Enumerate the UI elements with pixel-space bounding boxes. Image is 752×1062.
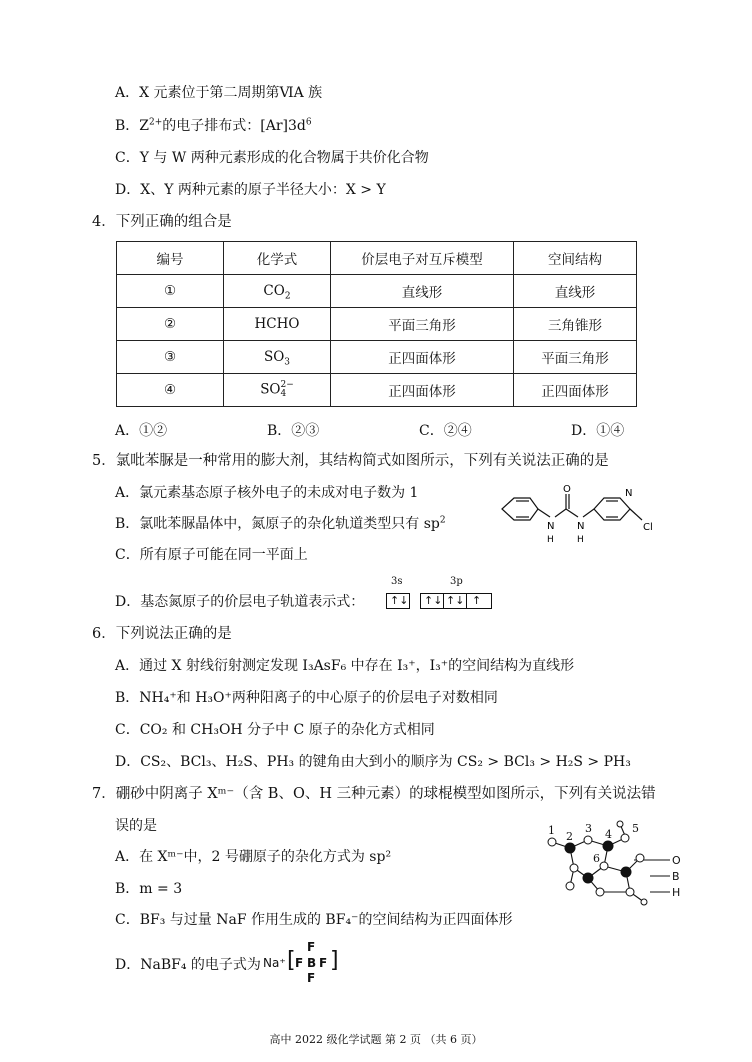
formula: SO bbox=[263, 349, 285, 365]
q7-stem-1: 7．硼砂中阴离子 Xᵐ⁻（含 B、O、H 三种元素）的球棍模型如图所示，下列有关说法错 bbox=[92, 786, 656, 802]
legend-h: H bbox=[672, 886, 681, 899]
table-cell: ③ bbox=[117, 341, 224, 374]
e-b-center: B bbox=[307, 956, 317, 970]
q3-b-sup: 2+ bbox=[149, 117, 163, 128]
formula: HCHO bbox=[254, 316, 300, 332]
e-f-bottom: F bbox=[307, 971, 316, 985]
table-cell: ② bbox=[117, 308, 224, 341]
table-cell: 平面三角形 bbox=[331, 308, 514, 341]
table-cell: ① bbox=[117, 275, 224, 308]
table-row bbox=[117, 374, 637, 407]
q3-option-c: C．Y 与 W 两种元素形成的化合物属于共价化合物 bbox=[115, 150, 429, 166]
e-f-left: F bbox=[295, 956, 304, 970]
q7-option-d: D．NaBF₄ 的电子式为 bbox=[115, 957, 261, 973]
table-cell bbox=[224, 341, 331, 374]
formula: SO bbox=[260, 381, 281, 398]
mol-h-2: H bbox=[577, 535, 584, 545]
legend-o: O bbox=[672, 854, 681, 867]
table-header-row bbox=[117, 242, 637, 275]
q7-option-c: C．BF₃ 与过量 NaF 作用生成的 BF₄⁻的空间结构为正四面体形 bbox=[115, 912, 513, 928]
orbital-box-3p: ↑↓ ↑↓ ↑ bbox=[420, 593, 492, 609]
q6-option-d: D．CS₂、BCl₃、H₂S、PH₃ 的键角由大到小的顺序为 CS₂ > BCl₃ > H₂S > PH₃ bbox=[115, 754, 631, 770]
q4-option-c: C．②④ bbox=[419, 423, 472, 439]
q6-option-a: A．通过 X 射线衍射测定发现 I₃AsF₆ 中存在 I₃⁺，I₃⁺的空间结构为直线形 bbox=[115, 658, 575, 674]
q4-table bbox=[116, 241, 637, 407]
formula-sub: 2 bbox=[284, 291, 291, 302]
formula-sub: 3 bbox=[284, 357, 291, 368]
q5-option-c: C．所有原子可能在同一平面上 bbox=[115, 547, 308, 563]
table-cell: 正四面体形 bbox=[331, 374, 514, 407]
q4-option-b: B．②③ bbox=[267, 423, 320, 439]
q5-molecule-structure bbox=[480, 464, 670, 554]
q6-option-c: C．CO₂ 和 CH₃OH 分子中 C 原子的杂化方式相同 bbox=[115, 722, 435, 738]
table-cell: 直线形 bbox=[514, 275, 637, 308]
q3-option-b bbox=[115, 117, 312, 135]
table-cell bbox=[224, 308, 331, 341]
q5-b-text: B．氯吡苯脲晶体中，氮原子的杂化轨道类型只有 sp bbox=[115, 516, 440, 532]
atom-label-4: 4 bbox=[605, 828, 612, 841]
table-row bbox=[117, 341, 637, 374]
table-cell: 直线形 bbox=[331, 275, 514, 308]
q3-b-post: 的电子排布式：[Ar]3d bbox=[162, 118, 306, 134]
q5-option-d: D．基态氮原子的价层电子轨道表示式： bbox=[115, 594, 365, 610]
q3-b-pre: B．Z bbox=[115, 118, 150, 134]
atom-label-3: 3 bbox=[585, 822, 592, 835]
orbital-box-3s: ↑↓ bbox=[386, 593, 410, 609]
table-cell bbox=[224, 374, 331, 407]
orbital-3p-label: 3p bbox=[450, 576, 463, 587]
q6-stem: 6．下列说法正确的是 bbox=[92, 626, 232, 642]
q3-option-a: A．X 元素位于第二周期第ⅥA 族 bbox=[115, 85, 323, 101]
mol-nh-2: N bbox=[577, 521, 585, 532]
table-cell: 正四面体形 bbox=[331, 341, 514, 374]
q5-stem: 5．氯吡苯脲是一种常用的膨大剂，其结构简式如图所示，下列有关说法正确的是 bbox=[92, 453, 609, 469]
table-cell: 三角锥形 bbox=[514, 308, 637, 341]
atom-label-1: 1 bbox=[548, 824, 555, 837]
q5-option-b bbox=[115, 515, 446, 533]
table-header: 空间结构 bbox=[514, 242, 637, 275]
q6-option-b: B．NH₄⁺和 H₃O⁺两种阳离子的中心原子的价层电子对数相同 bbox=[115, 690, 498, 706]
table-header: 价层电子对互斥模型 bbox=[331, 242, 514, 275]
table-header: 编号 bbox=[117, 242, 224, 275]
e-f-top: F bbox=[307, 940, 316, 954]
table-row bbox=[117, 275, 637, 308]
q4-option-d: D．①④ bbox=[571, 423, 625, 439]
legend-b: B bbox=[672, 870, 680, 883]
na-ion: Na⁺ bbox=[263, 956, 286, 970]
formula-sup: 2− bbox=[280, 380, 294, 390]
q4-stem: 4．下列正确的组合是 bbox=[92, 214, 232, 230]
q4-option-a: A．①② bbox=[115, 423, 168, 439]
formula-sub: 4 bbox=[280, 389, 287, 399]
table-cell: ④ bbox=[117, 374, 224, 407]
q7-option-b: B．m = 3 bbox=[115, 881, 183, 897]
q5-option-a: A．氯元素基态原子核外电子的未成对电子数为 1 bbox=[115, 485, 419, 501]
table-cell bbox=[224, 275, 331, 308]
mol-h-1: H bbox=[547, 535, 554, 545]
mol-nh-1: N bbox=[547, 521, 555, 532]
formula: CO bbox=[263, 283, 285, 299]
q3-b-sup2: 6 bbox=[305, 117, 312, 128]
table-cell: 平面三角形 bbox=[514, 341, 637, 374]
atom-label-6: 6 bbox=[593, 852, 600, 865]
table-cell: 正四面体形 bbox=[514, 374, 637, 407]
page-footer: 高中 2022 级化学试题 第 2 页 （共 6 页） bbox=[269, 1033, 483, 1046]
atom-label-5: 5 bbox=[632, 822, 639, 835]
table-header: 化学式 bbox=[224, 242, 331, 275]
q7-option-a: A．在 Xᵐ⁻中，2 号硼原子的杂化方式为 sp² bbox=[115, 849, 392, 865]
orbital-3s-label: 3s bbox=[391, 576, 403, 587]
mol-n-pyridine: N bbox=[625, 488, 633, 499]
q3-option-d: D．X、Y 两种元素的原子半径大小：X > Y bbox=[115, 182, 386, 198]
q5-b-sup: 2 bbox=[439, 515, 446, 526]
mol-o: O bbox=[563, 484, 571, 495]
atom-label-2: 2 bbox=[566, 830, 573, 843]
q7-stem-2: 误的是 bbox=[115, 818, 157, 834]
nabf4-electron-formula: Na⁺ [ F F B F F ] bbox=[263, 940, 339, 985]
table-row bbox=[117, 308, 637, 341]
e-f-right: F bbox=[319, 956, 328, 970]
mol-cl: Cl bbox=[643, 522, 653, 533]
q7-ball-stick-model bbox=[530, 810, 690, 910]
